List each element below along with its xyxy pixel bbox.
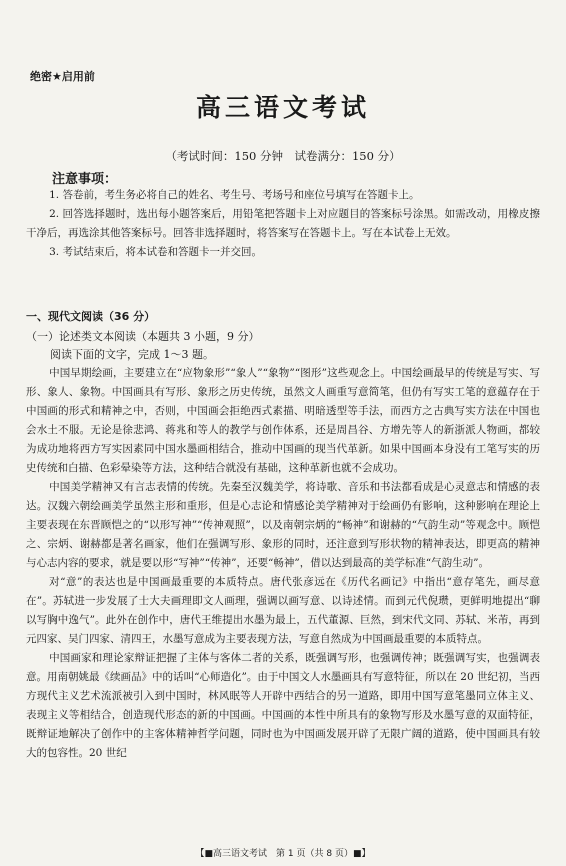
notice-item: 3. 考试结束后，将本试卷和答题卡一并交回。 [49,246,262,258]
reading-prompt: 阅读下面的文字，完成 1～3 题。 [50,348,214,361]
passage-paragraph: 中国早期绘画，主要建立在“应物象形”“象人”“象物”“图形”这些观念上。中国绘画最早的传统是写实、写形、象人、象物。中国画具有写形、象形之历史传统，虽然文人画重写意简笔，但仍有写实工笔的意蕴存在于中国画的形式和精神之中，否则，中国画会拒绝西式素描、明暗透型等手法，而西方之古典写实方法在中国也会水土不服。无论是徐悲鸿、蒋兆和等人的教学与创作体系，还是周昌谷、方增先等人的新浙派人物画，都较为成功地将西方写实因素同中国水墨画相结合，推动中国画的现当代革新。如果中国画本身没有工笔写实的历史传统和白描、色彩晕染等方法，这种结合就没有基础，这种革新也就不会成功。 [26,367,540,474]
passage-paragraph: 对“意”的表达也是中国画最重要的本质特点。唐代张彦远在《历代名画记》中指出“意存笔先，画尽意在”。苏轼进一步发展了士大夫画理即文人画理，强调以画写意、以诗述情。而到元代倪瓒，更鲜明地提出“聊以写胸中逸气”。此外在创作中，唐代王维提出水墨为最上，五代董源、巨然，到宋代文同、苏轼、米芾，再到元四家、吴门四家、清四王，水墨写意成为主要表现方法，写意自然成为中国画最重要的本质特点。 [26,576,540,645]
sub-heading: （一）论述类文本阅读（本题共 3 小题，9 分） [26,330,260,343]
reading-passage [26,364,540,763]
confidential-label: 绝密★启用前 [30,70,95,83]
part-heading: 一、现代文阅读（36 分） [26,310,156,323]
page-title: 高三语文考试 [195,93,370,122]
notice-item: 1. 答卷前，考生务必将自己的姓名、考生号、考场号和座位号填写在答题卡上。 [49,189,420,201]
notices-heading: 注意事项： [52,172,118,187]
notices-list [26,186,540,262]
passage-paragraph: 中国美学精神又有言志表情的传统。先秦至汉魏美学，将诗歌、音乐和书法都看成是心灵意志和情感的表达。汉魏六朝绘画美学虽然主形和重形，但是心志论和情感论美学精神对于绘画仍有影响，这种影响在理论上主要表现在东晋顾恺之的“以形写神”“传神观照”，以及南朝宗炳的“畅神”和谢赫的“气韵生动”等观念中。顾恺之、宗炳、谢赫都是著名画家，他们在强调写形、象形的同时，还注意到写形状物的精神表达，即更高的精神与心志内容的要求，就是要以形“写神”“传神”，还要“畅神”，借以达到最高的美学标准“气韵生动”。 [26,481,540,569]
exam-time-info: （考试时间：150 分钟 试卷满分：150 分） [165,149,401,163]
passage-paragraph: 中国画家和理论家辩证把握了主体与客体二者的关系，既强调写形，也强调传神；既强调写实，也强调表意。用南朝姚最《续画品》中的话叫“心师造化”。由于中国文人水墨画具有写意特征，所以在 20 世纪初，当西方现代主义艺术流派被引入到中国时，林风眠等人开辟中西结合的另一道路，即用中国写意笔墨同立体主义、表现主义等相结合，创造现代形态的新的中国画。中国画的本性中所具有的象物写形及水墨写意的双面特征，既辩证地解决了创作中的主客体精神哲学问题，同时也为中国画发展开辟了无限广阔的道路，使中国画具有较大的包容性。20 世纪 [26,652,540,759]
notice-item: 2. 回答选择题时，选出每小题答案后，用铅笔把答题卡上对应题目的答案标号涂黑。如需改动，用橡皮擦干净后，再选涂其他答案标号。回答非选择题时，将答案写在答题卡上。写在本试卷上无效。 [26,208,540,239]
page-footer: 【■高三语文考试 第 1 页（共 8 页）■】 [195,849,371,859]
